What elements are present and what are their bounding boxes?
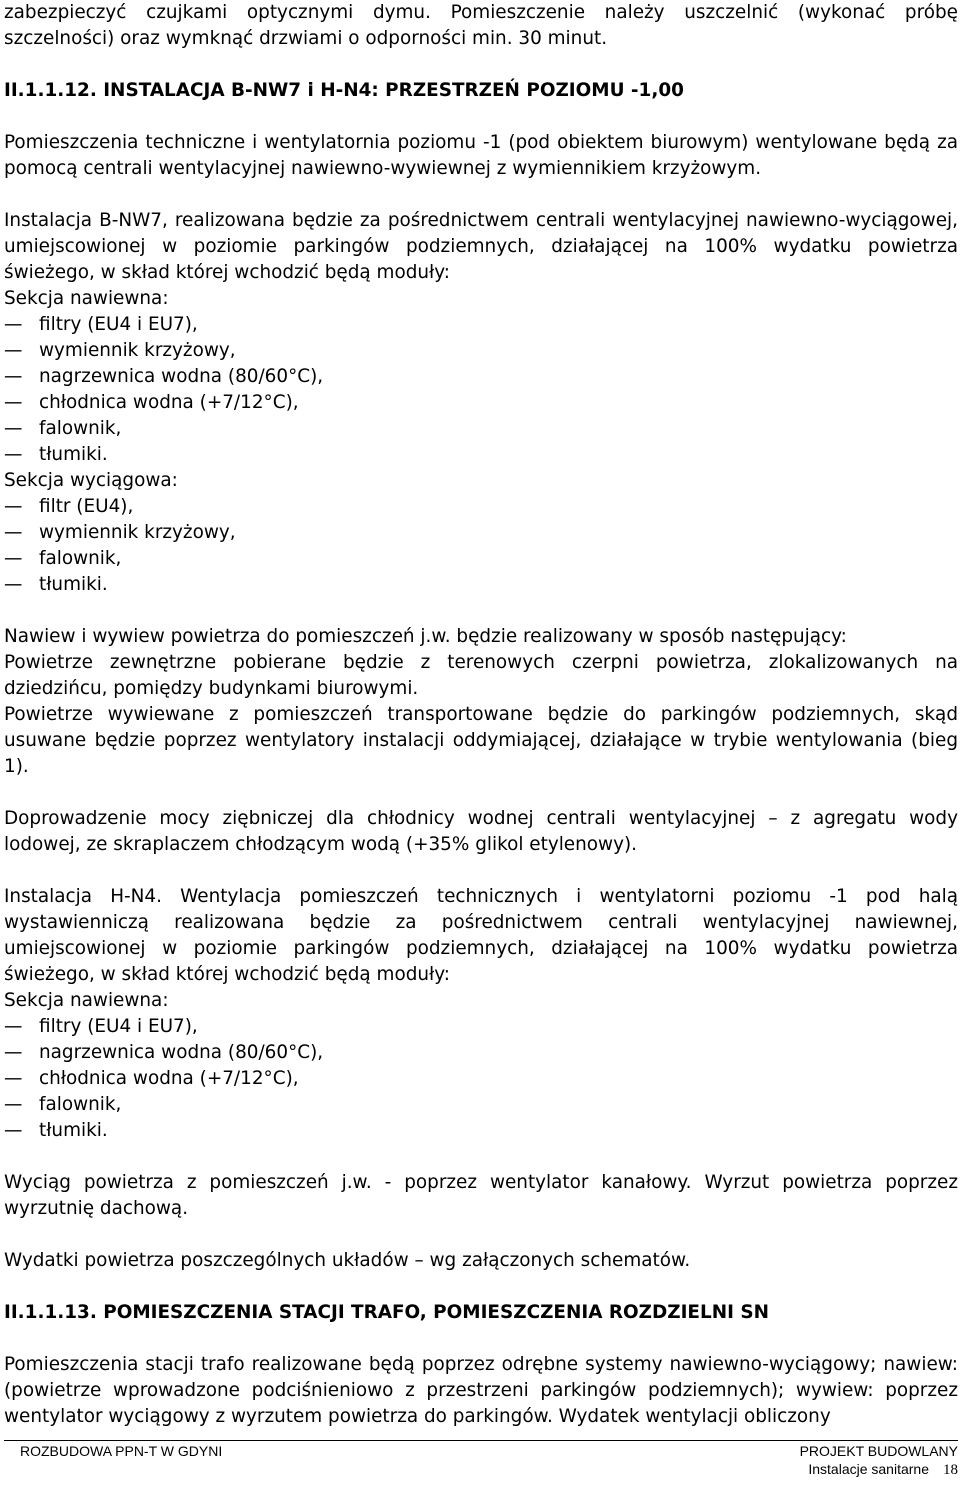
list-item: — filtry (EU4 i EU7), <box>4 1014 958 1040</box>
dash-bullet: — <box>4 574 23 595</box>
hn4-paragraph: Instalacja H-N4. Wentylacja pomieszczeń technicznych i wentylatorni poziomu -1 pod halą wystawienniczą realizowana będzie za pośrednictwem centrali wentylacyjnej nawiewnej, umiejscowionej w poziomie parkingów podziemnych, działającej na 100% wydatku powietrza świeżego, w skład której wchodzić będą moduły: <box>4 886 958 985</box>
hn4-supply-section-label: Sekcja nawiewna: <box>4 990 169 1011</box>
airflow-rates-paragraph: Wydatki powietrza poszczególnych układów – wg załączonych schematów. <box>4 1250 691 1271</box>
section-heading-13: II.1.1.13. POMIESZCZENIA STACJI TRAFO, POMIESZCZENIA ROZDZIELNI SN <box>4 1302 769 1323</box>
dash-bullet: — <box>4 444 23 465</box>
dash-bullet: — <box>4 522 23 543</box>
dash-bullet: — <box>4 548 23 569</box>
dash-bullet: — <box>4 314 23 335</box>
bnw7-paragraph: Instalacja B-NW7, realizowana będzie za pośrednictwem centrali wentylacyjnej nawiewno-wyciągowej, umiejscowionej w poziomie parkingów podziemnych, działającej na 100% wydatku powietrza świeżego, w skład której wchodzić będą moduły: <box>4 210 958 283</box>
dash-bullet: — <box>4 496 23 517</box>
footer-document-type: PROJEKT BUDOWLANY <box>799 1443 958 1459</box>
dash-bullet: — <box>4 418 23 439</box>
list-item: — falownik, <box>4 1092 958 1118</box>
list-item: — tłumiki. <box>4 442 958 468</box>
list-item: — chłodnica wodna (+7/12°C), <box>4 390 958 416</box>
dash-bullet: — <box>4 1094 23 1115</box>
footer-project-name: ROZBUDOWA PPN-T W GDYNI <box>20 1443 223 1459</box>
section-heading-12: II.1.1.12. INSTALACJA B-NW7 i H-N4: PRZESTRZEŃ POZIOMU -1,00 <box>4 80 684 101</box>
footer-rule <box>4 1440 958 1441</box>
page-footer <box>4 1440 958 1479</box>
continuation-line-2: szczelności) oraz wymknąć drzwiami o odporności min. 30 minut. <box>4 28 608 49</box>
airflow-paragraph-1: Powietrze zewnętrzne pobierane będzie z terenowych czerpni powietrza, zlokalizowanych na dziedzińcu, pomiędzy budynkami biurowymi. <box>4 652 958 699</box>
supply-section-label: Sekcja nawiewna: <box>4 288 169 309</box>
dash-bullet: — <box>4 1016 23 1037</box>
footer-section-name: Instalacje sanitarne <box>808 1461 929 1477</box>
airflow-paragraph-2: Powietrze wywiewane z pomieszczeń transportowane będzie do parkingów podziemnych, skąd usuwane będzie poprzez wentylatory instalacji oddymiającej, działające w trybie wentylowania (bieg 1). <box>4 704 958 777</box>
list-item: — wymiennik krzyżowy, <box>4 338 958 364</box>
cooling-paragraph: Doprowadzenie mocy ziębniczej dla chłodnicy wodnej centrali wentylacyjnej – z agregatu wody lodowej, ze skraplaczem chłodzącym wodą (+35% glikol etylenowy). <box>4 808 958 855</box>
list-item: — filtr (EU4), <box>4 494 958 520</box>
trafo-paragraph: Pomieszczenia stacji trafo realizowane będą poprzez odrębne systemy nawiewno-wyciągowy; nawiew: (powietrze wprowadzone podciśnieniowo z przestrzeni parkingów podziemnych); wywiew: poprzez wentylator wyciągowy z wyrzutem powietrza do parkingów. Wydatek wentylacji obliczony <box>4 1354 958 1427</box>
hn4-supply-module-list <box>4 1014 958 1144</box>
dash-bullet: — <box>4 1120 23 1141</box>
continuation-line-1: zabezpieczyć czujkami optycznymi dymu. Pomieszczenie należy uszczelnić (wykonać próbę <box>4 2 958 23</box>
list-item: — nagrzewnica wodna (80/60°C), <box>4 1040 958 1066</box>
dash-bullet: — <box>4 366 23 387</box>
list-item: — tłumiki. <box>4 1118 958 1144</box>
exhaust-paragraph: Wyciąg powietrza z pomieszczeń j.w. - poprzez wentylator kanałowy. Wyrzut powietrza poprzez wyrzutnię dachową. <box>4 1172 958 1219</box>
dash-bullet: — <box>4 1042 23 1063</box>
intro-paragraph: Pomieszczenia techniczne i wentylatornia poziomu -1 (pod obiektem biurowym) wentylowane będą za pomocą centrali wentylacyjnej nawiewno-wywiewnej z wymiennikiem krzyżowym. <box>4 132 958 179</box>
list-item: — filtry (EU4 i EU7), <box>4 312 958 338</box>
list-item: — nagrzewnica wodna (80/60°C), <box>4 364 958 390</box>
dash-bullet: — <box>4 392 23 413</box>
airflow-title: Nawiew i wywiew powietrza do pomieszczeń j.w. będzie realizowany w sposób następujący: <box>4 626 847 647</box>
dash-bullet: — <box>4 340 23 361</box>
list-item: — falownik, <box>4 546 958 572</box>
list-item: — falownik, <box>4 416 958 442</box>
exhaust-module-list <box>4 494 958 598</box>
list-item: — wymiennik krzyżowy, <box>4 520 958 546</box>
list-item: — chłodnica wodna (+7/12°C), <box>4 1066 958 1092</box>
supply-module-list <box>4 312 958 468</box>
exhaust-section-label: Sekcja wyciągowa: <box>4 470 178 491</box>
document-page <box>4 0 958 1430</box>
page-number: 18 <box>943 1462 958 1478</box>
list-item: — tłumiki. <box>4 572 958 598</box>
dash-bullet: — <box>4 1068 23 1089</box>
